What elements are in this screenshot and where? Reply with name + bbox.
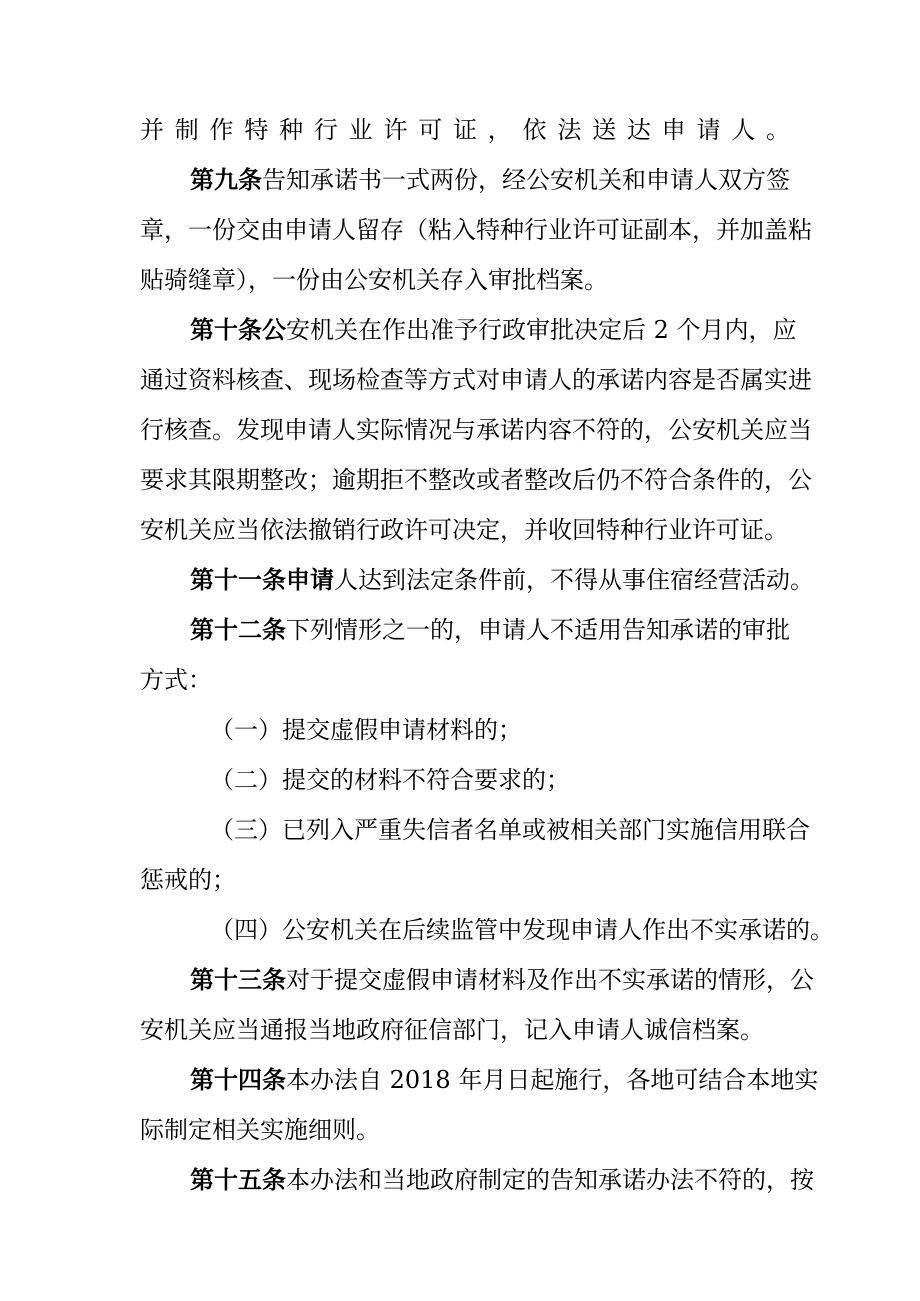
line-text: （二）提交的材料不符合要求的； bbox=[210, 766, 570, 794]
line-text: 章，一份交由申请人留存（粘入特种行业许可证副本，并加盖粘 bbox=[140, 216, 812, 244]
line-text: （四）公安机关在后续监管中发现申请人作出不实承诺的。 bbox=[210, 916, 834, 944]
article-15-line bbox=[190, 1162, 814, 1198]
article-9-line bbox=[190, 162, 790, 198]
article-10-line bbox=[190, 312, 797, 348]
line-text: 方式： bbox=[140, 666, 212, 694]
line-text: 本办法和当地政府制定的告知承诺办法不符的，按 bbox=[286, 1166, 814, 1194]
line-text: 人达到法定条件前，不得从事住宿经营活动。 bbox=[334, 566, 814, 594]
line-text: 安机关应当通报当地政府征信部门，记入申请人诚信档案。 bbox=[140, 1016, 764, 1044]
paragraph-line bbox=[140, 662, 790, 698]
paragraph-line bbox=[140, 212, 812, 248]
article-heading: 第十四条 bbox=[190, 1066, 286, 1094]
paragraph-line bbox=[140, 362, 812, 398]
line-text: （一）提交虚假申请材料的； bbox=[210, 716, 522, 744]
article-12-line bbox=[190, 612, 790, 648]
paragraph-line bbox=[140, 862, 790, 898]
article-heading: 第九条 bbox=[190, 166, 262, 194]
line-text: 贴骑缝章），一份由公安机关存入审批档案。 bbox=[140, 266, 608, 294]
paragraph-line bbox=[140, 1112, 790, 1148]
line-text: 本办法自 2018 年月日起施行，各地可结合本地实 bbox=[286, 1066, 819, 1094]
line-text: 要求其限期整改；逾期拒不整改或者整改后仍不符合条件的，公 bbox=[140, 466, 812, 494]
line-text: 安机关在作出准予行政审批决定后 2 个月内，应 bbox=[286, 316, 797, 344]
line-text: 惩戒的； bbox=[140, 866, 236, 894]
article-heading: 第十五条 bbox=[190, 1166, 286, 1194]
line-text: 下列情形之一的，申请人不适用告知承诺的审批 bbox=[286, 616, 790, 644]
paragraph-line bbox=[140, 462, 812, 498]
paragraph-line bbox=[140, 1012, 790, 1048]
line-text: 并制作特种行业许可证，依法送达申请人。 bbox=[140, 116, 790, 144]
paragraph-line bbox=[140, 512, 790, 548]
paragraph-line bbox=[140, 262, 790, 298]
article-14-line bbox=[190, 1062, 819, 1098]
line-text: 告知承诺书一式两份，经公安机关和申请人双方签 bbox=[262, 166, 790, 194]
list-item bbox=[210, 912, 834, 948]
line-text: （三）已列入严重失信者名单或被相关部门实施信用联合 bbox=[210, 816, 810, 844]
article-heading: 第十三条 bbox=[190, 966, 286, 994]
line-text: 对于提交虚假申请材料及作出不实承诺的情形，公 bbox=[286, 966, 814, 994]
article-13-line bbox=[190, 962, 814, 998]
list-item bbox=[210, 762, 790, 798]
line-text: 通过资料核查、现场检查等方式对申请人的承诺内容是否属实进 bbox=[140, 366, 812, 394]
list-item bbox=[210, 812, 810, 848]
paragraph-line bbox=[140, 112, 790, 148]
line-text: 行核查。发现申请人实际情况与承诺内容不符的，公安机关应当 bbox=[140, 416, 812, 444]
article-heading: 第十二条 bbox=[190, 616, 286, 644]
article-heading: 第十一条申请 bbox=[190, 566, 334, 594]
line-text: 安机关应当依法撤销行政许可决定，并收回特种行业许可证。 bbox=[140, 516, 788, 544]
paragraph-line bbox=[140, 412, 812, 448]
list-item bbox=[210, 712, 790, 748]
article-heading: 第十条公 bbox=[190, 316, 286, 344]
line-text: 际制定相关实施细则。 bbox=[140, 1116, 380, 1144]
article-11-line bbox=[190, 562, 814, 598]
